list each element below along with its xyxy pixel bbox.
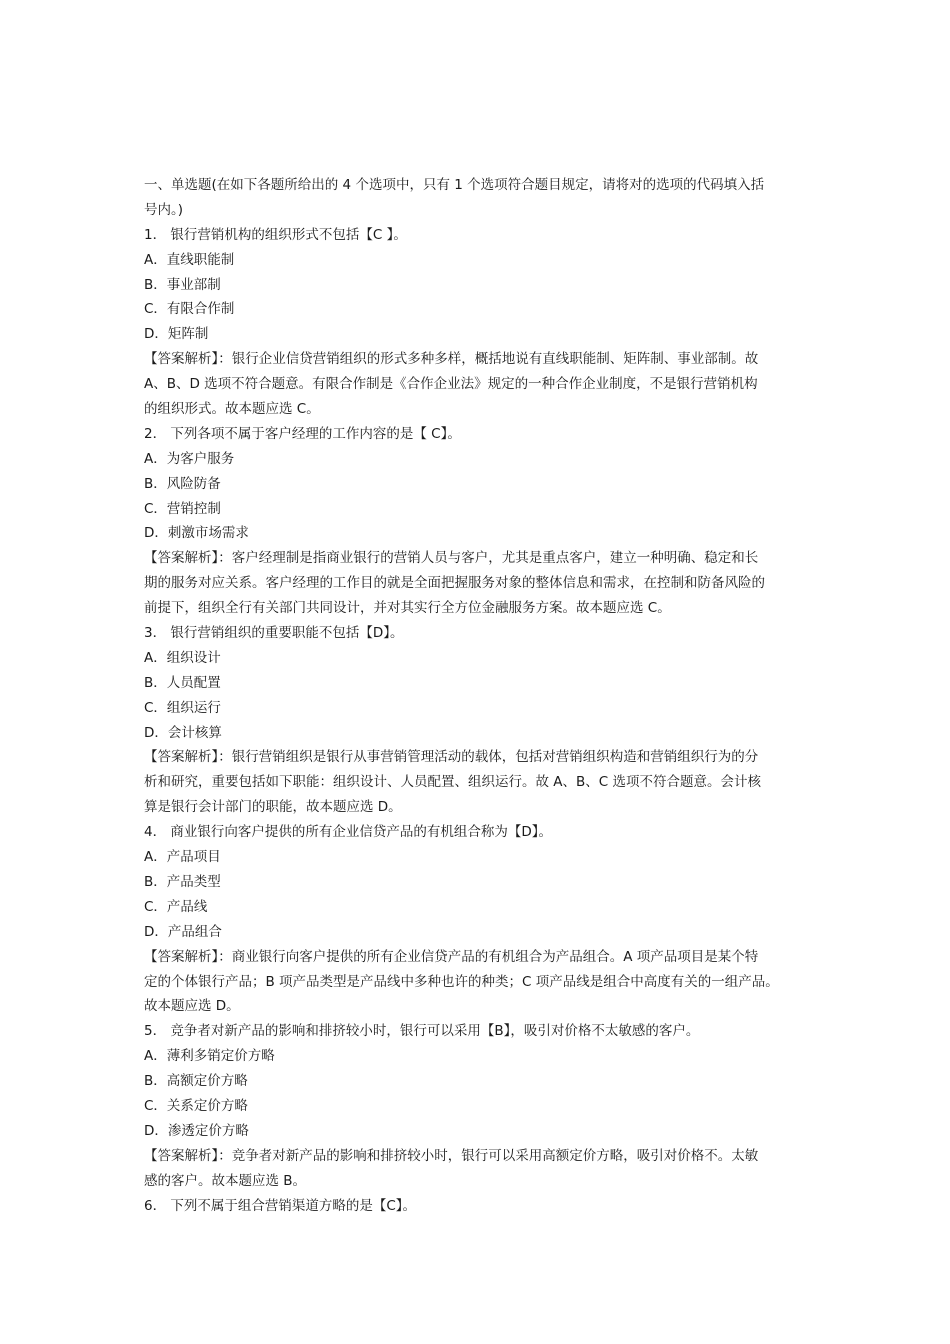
question-stem: 3． 银行营销组织的重要职能不包括【D】。 [144,625,404,642]
option-c: C．产品线 [144,898,208,915]
question-5 [144,1019,816,1193]
question-4 [144,820,816,1019]
option-c: C．关系定价方略 [144,1097,248,1114]
option-b: B．产品类型 [144,873,221,890]
document-page [144,173,816,1218]
section-heading-line-2: 号内。) [144,201,184,218]
option-d: D．渗透定价方略 [144,1122,249,1139]
option-a: A．薄利多销定价方略 [144,1048,275,1065]
answer-analysis-line: 算是银行会计部门的职能，故本题应选 D。 [144,799,402,816]
option-b: B．事业部制 [144,276,221,293]
answer-analysis-line: 期的服务对应关系。客户经理的工作目的就是全面把握服务对象的整体信息和需求，在控制和防备风险的 [144,575,765,592]
question-3 [144,621,816,820]
section-heading-line-1: 一、单选题(在如下各题所给出的 4 个选项中，只有 1 个选项符合题目规定，请将对的选项的代码填入括 [144,177,765,193]
option-b: B．人员配置 [144,674,221,691]
question-2 [144,422,816,621]
answer-analysis-line: 【答案解析】：商业银行向客户提供的所有企业信贷产品的有机组合为产品组合。A 项产品项目是某个特 [144,948,759,965]
answer-analysis-line: 【答案解析】：客户经理制是指商业银行的营销人员与客户，尤其是重点客户，建立一种明确、稳定和长 [144,550,759,567]
answer-analysis-line: 的组织形式。故本题应选 C。 [144,401,320,418]
answer-analysis-line: 【答案解析】：竞争者对新产品的影响和排挤较小时，银行可以采用高额定价方略，吸引对价格不。太敏 [144,1147,759,1164]
option-a: A．为客户服务 [144,450,235,467]
option-a: A．直线职能制 [144,251,235,268]
answer-analysis-line: 前提下，组织全行有关部门共同设计，并对其实行全方位金融服务方案。故本题应选 C。 [144,600,671,617]
answer-analysis-line: 【答案解析】：银行营销组织是银行从事营销管理活动的载体，包括对营销组织构造和营销组织行为的分 [144,749,759,766]
answer-analysis-line: 析和研究，重要包括如下职能：组织设计、人员配置、组织运行。故 A、B、C 选项不符合题意。会计核 [144,774,762,791]
answer-analysis-line: 【答案解析】：银行企业信贷营销组织的形式多种多样，概括地说有直线职能制、矩阵制、事业部制。故 [144,351,759,368]
question-6 [144,1194,816,1219]
option-d: D．产品组合 [144,923,222,940]
option-d: D．刺激市场需求 [144,525,249,542]
answer-analysis-line: 故本题应选 D。 [144,998,240,1015]
question-stem: 4． 商业银行向客户提供的所有企业信贷产品的有机组合称为【D】。 [144,824,553,841]
answer-analysis-line: 定的个体银行产品；B 项产品类型是产品线中多种也许的种类；C 项产品线是组合中高度有关的一组产品。 [144,973,779,990]
option-a: A．组织设计 [144,649,221,666]
option-c: C．组织运行 [144,699,221,716]
question-stem: 5． 竞争者对新产品的影响和排挤较小时，银行可以采用【B】，吸引对价格不太敏感的客户。 [144,1023,700,1040]
option-d: D．会计核算 [144,724,222,741]
question-stem: 1． 银行营销机构的组织形式不包括【C 】。 [144,226,407,243]
option-c: C．有限合作制 [144,301,235,318]
question-stem: 6． 下列不属于组合营销渠道方略的是【C】。 [144,1197,417,1214]
answer-analysis-line: A、B、D 选项不符合题意。有限合作制是《合作企业法》规定的一种合作企业制度，不是银行营销机构 [144,376,758,393]
option-c: C．营销控制 [144,500,221,517]
question-1 [144,223,816,422]
answer-analysis-line: 感的客户。故本题应选 B。 [144,1172,307,1189]
option-d: D．矩阵制 [144,326,209,343]
option-a: A．产品项目 [144,849,221,866]
option-b: B．风险防备 [144,475,221,492]
question-stem: 2． 下列各项不属于客户经理的工作内容的是【 C】。 [144,425,461,442]
option-b: B．高额定价方略 [144,1073,248,1090]
